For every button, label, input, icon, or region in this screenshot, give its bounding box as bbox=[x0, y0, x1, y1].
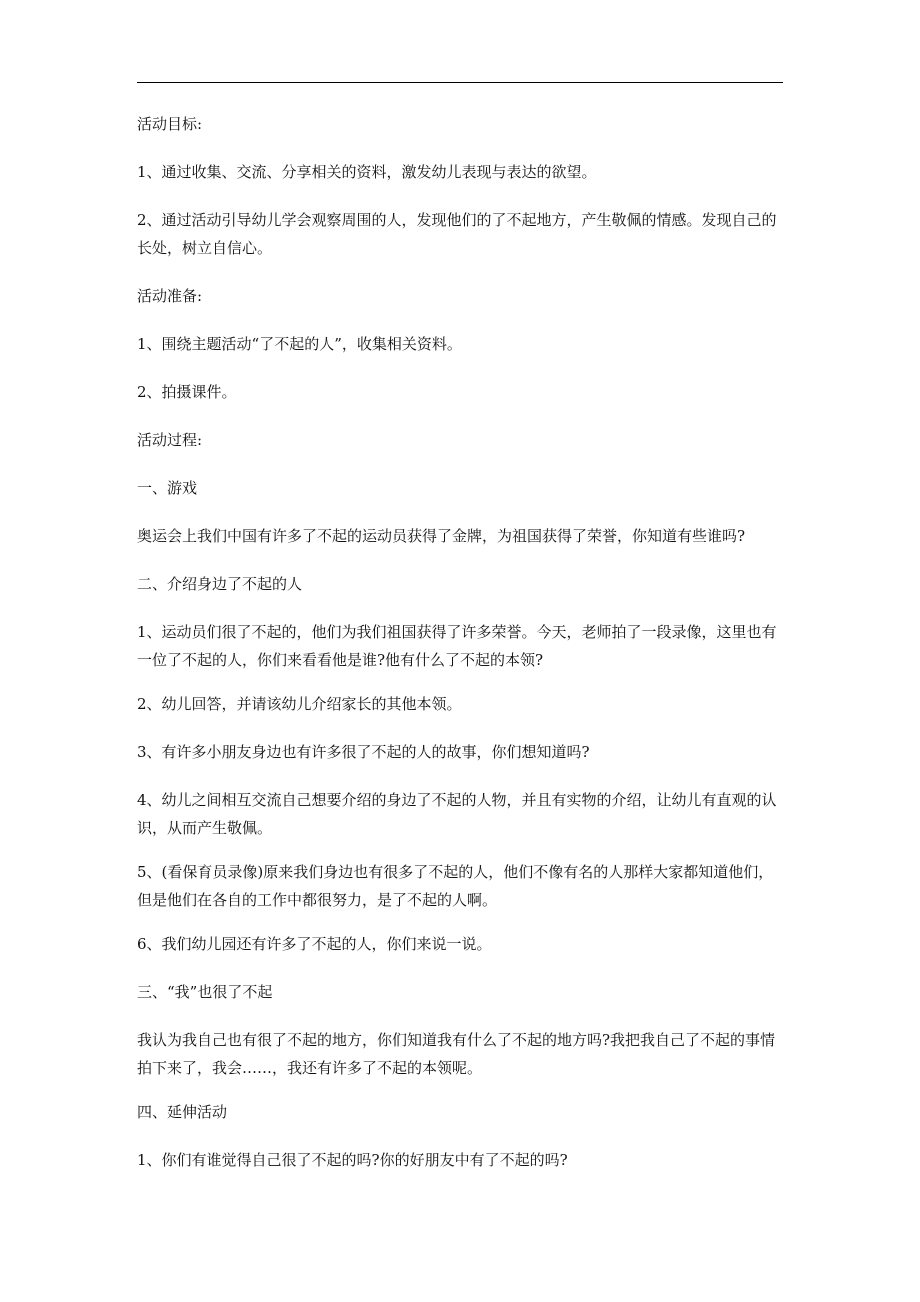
paragraph: 5、(看保育员录像)原来我们身边也有很多了不起的人，他们不像有名的人那样大家都知道他们，但是他们在各自的工作中都很努力，是了不起的人啊。 bbox=[137, 863, 774, 909]
paragraph: 6、我们幼儿园还有许多了不起的人，你们来说一说。 bbox=[137, 935, 492, 953]
paragraph: 3、有许多小朋友身边也有许多很了不起的人的故事，你们想知道吗? bbox=[137, 743, 590, 761]
section-heading: 四、延伸活动 bbox=[137, 1103, 228, 1121]
paragraph: 1、通过收集、交流、分享相关的资料，激发幼儿表现与表达的欲望。 bbox=[137, 163, 597, 181]
paragraph: 奥运会上我们中国有许多了不起的运动员获得了金牌，为祖国获得了荣誉，你知道有些谁吗? bbox=[137, 527, 746, 545]
heading-activity-preparation: 活动准备: bbox=[137, 287, 203, 305]
paragraph: 1、运动员们很了不起的，他们为我们祖国获得了许多荣誉。今天，老师拍了一段录像，这里也有一位了不起的人，你们来看看他是谁?他有什么了不起的本领? bbox=[137, 623, 777, 669]
heading-activity-process: 活动过程: bbox=[137, 431, 203, 449]
paragraph: 1、你们有谁觉得自己很了不起的吗?你的好朋友中有了不起的吗? bbox=[137, 1151, 568, 1169]
paragraph: 2、幼儿回答，并请该幼儿介绍家长的其他本领。 bbox=[137, 695, 462, 713]
paragraph: 2、通过活动引导幼儿学会观察周围的人，发现他们的了不起地方，产生敬佩的情感。发现自己的长处，树立自信心。 bbox=[137, 211, 777, 257]
paragraph: 2、拍摄课件。 bbox=[137, 383, 237, 401]
heading-activity-goals: 活动目标: bbox=[137, 115, 203, 133]
section-heading: 三、“我”也很了不起 bbox=[137, 983, 273, 1001]
section-heading: 一、游戏 bbox=[137, 479, 198, 497]
paragraph: 4、幼儿之间相互交流自己想要介绍的身边了不起的人物，并且有实物的介绍，让幼儿有直观的认识，从而产生敬佩。 bbox=[137, 791, 777, 837]
paragraph: 我认为我自己也有很了不起的地方，你们知道我有什么了不起的地方吗?我把我自己了不起的事情拍下来了，我会……，我还有许多了不起的本领呢。 bbox=[137, 1031, 776, 1077]
paragraph: 1、围绕主题活动“了不起的人”，收集相关资料。 bbox=[137, 335, 462, 353]
header-rule bbox=[137, 82, 783, 83]
section-heading: 二、介绍身边了不起的人 bbox=[137, 575, 303, 593]
